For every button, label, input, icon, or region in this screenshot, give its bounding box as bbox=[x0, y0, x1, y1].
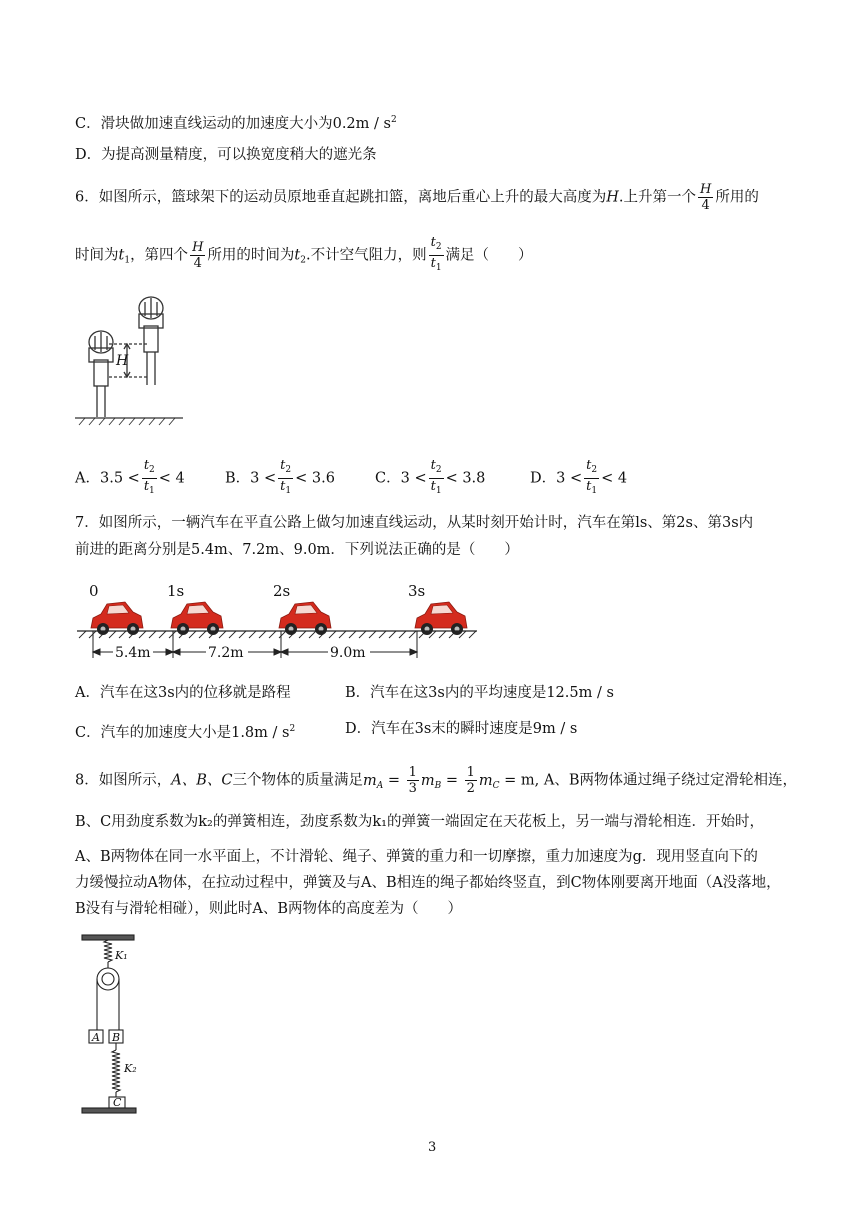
q7-stem-line1: 7．如图所示，一辆汽车在平直公路上做匀加速直线运动，从某时刻开始计时，汽车在第ls、第2s、第3s内 bbox=[75, 515, 754, 531]
label-a: A bbox=[92, 1031, 100, 1044]
q8-stem-line2: B、C用劲度系数为k₂的弹簧相连，劲度系数为k₁的弹簧一端固定在天花板上，另一端与滑轮相连．开始时， bbox=[75, 814, 764, 830]
distance-label-3: 9.0m bbox=[330, 645, 366, 661]
q8-stem-line1: 8．如图所示，A、B、C三个物体的质量满足$m_A$ = $\frac{1}{3}$ $m_B$ = $\frac{1}{2}$ $m_C = m$, A、B两物体通过绳子绕过定滑轮相连， bbox=[75, 765, 798, 796]
q6-option-b: B．3 < $\frac{t_2}{t_1}$ < 3.6 bbox=[225, 458, 335, 496]
distance-label-1: 5.4m bbox=[115, 645, 151, 661]
q7-stem-line2: 前进的距离分别是5.4m、7.2m、9.0m．下列说法正确的是（ ） bbox=[75, 542, 519, 558]
fig-label-h: H bbox=[116, 353, 129, 369]
q6-stem-line2: 时间为$t_1$，第四个 $\frac{H}{4}$ 所用的时间为$t_2$.不计空气阻力，则 $\frac{t_2}{t_1}$ 满足（ ） bbox=[75, 235, 533, 276]
frac-h-over-4: $\frac{H}{4}$ bbox=[700, 182, 712, 213]
time-label-1: 1s bbox=[167, 582, 185, 600]
q6-stem-line1: 6．如图所示，篮球架下的运动员原地垂直起跳扣篮，离地后重心上升的最大高度为H.上升第一个 $\frac{H}{4}$ 所用的 bbox=[75, 182, 759, 213]
q5-option-c: C．滑块做加速直线运动的加速度大小为$0.2m / s^2$ bbox=[75, 115, 397, 132]
label-b: B bbox=[112, 1031, 121, 1044]
q8-stem-line5: B没有与滑轮相碰），则此时A、B两物体的高度差为（ ） bbox=[75, 901, 463, 917]
q5-option-d: D．为提高测量精度，可以换宽度稍大的遮光条 bbox=[75, 147, 377, 163]
time-label-3: 3s bbox=[408, 582, 426, 600]
jumper-figure bbox=[75, 292, 185, 427]
distance-label-2: 7.2m bbox=[208, 645, 244, 661]
car-icon bbox=[91, 602, 143, 635]
road-hatching bbox=[79, 631, 476, 638]
time-label-2: 2s bbox=[273, 582, 291, 600]
q8-stem-line3: A、B两物体在同一水平面上，不计滑轮、绳子、弹簧的重力和一切摩擦，重力加速度为g．现用竖直向下的 bbox=[75, 849, 758, 865]
time-label-0: 0 bbox=[89, 582, 99, 600]
car-icon bbox=[415, 602, 467, 635]
q7-option-b: B．汽车在这3s内的平均速度是12.5m / s bbox=[345, 685, 614, 701]
pulley-spring-figure bbox=[78, 932, 148, 1114]
q7-option-c: C．汽车的加速度大小是$1.8m / s^2$ bbox=[75, 724, 296, 741]
label-c: C bbox=[113, 1096, 122, 1109]
car-icon bbox=[171, 602, 223, 635]
q6-option-c: C．3 < $\frac{t_2}{t_1}$ < 3.8 bbox=[375, 458, 486, 496]
car-icon bbox=[279, 602, 331, 635]
label-k1: K₁ bbox=[115, 949, 128, 962]
car-road-figure bbox=[75, 580, 485, 662]
time-labels bbox=[89, 582, 425, 600]
q6-option-d: D．3 < $\frac{t_2}{t_1}$ < 4 bbox=[530, 458, 628, 496]
page-number: 3 bbox=[428, 1140, 437, 1155]
label-k2: K₂ bbox=[124, 1062, 137, 1075]
q6-option-a: A．3.5 < $\frac{t_2}{t_1}$ < 4 bbox=[75, 458, 185, 496]
frac-t2-over-t1: $\frac{t_2}{t_1}$ bbox=[430, 235, 442, 273]
q7-option-d: D．汽车在3s末的瞬时速度是9m / s bbox=[345, 721, 578, 737]
q7-option-a: A．汽车在这3s内的位移就是路程 bbox=[75, 685, 291, 701]
q8-stem-line4: 力缓慢拉动A物体，在拉动过程中，弹簧及与A、B相连的绳子都始终竖直，到C物体刚要离开地面（A没落地， bbox=[75, 875, 781, 891]
